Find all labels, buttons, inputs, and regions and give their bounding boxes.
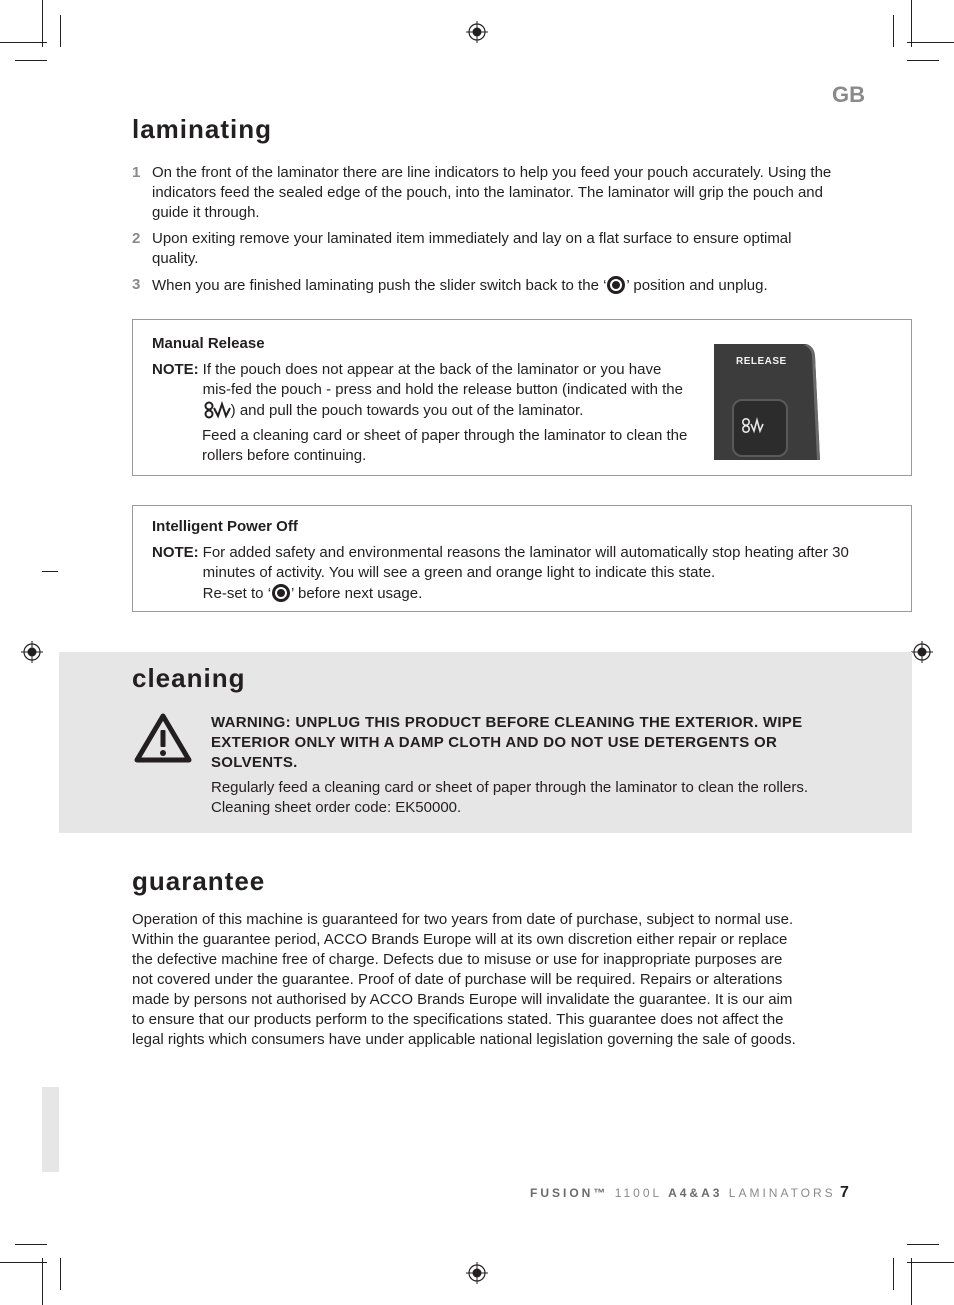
registration-mark-icon	[466, 21, 488, 43]
cleaning-warning: WARNING: UNPLUG THIS PRODUCT BEFORE CLEANING THE EXTERIOR. WIPE EXTERIOR ONLY WITH A DAMP CLOTH AND DO NOT USE DETERGENTS OR SOLVENTS.	[211, 714, 803, 771]
footer-title	[530, 1186, 836, 1200]
power-off-note	[152, 543, 852, 604]
feed-text: Feed a cleaning card or sheet of paper through the laminator to clean the rollers before continuing.	[202, 427, 688, 464]
laminating-heading: laminating	[132, 114, 273, 144]
note-text	[203, 543, 852, 604]
footer-brand: FUSION™	[530, 1186, 609, 1200]
guarantee-text: Operation of this machine is guaranteed for two years from date of purchase, subject to normal use. Within the guarantee period, ACCO Brands Europe will at its own discretion either repair or replace the defective machine free of charge. Defects due to misuse or use for inappropriate purposes are not covered under the guarantee. Proof of date of purchase will be required. Repairs or alterations made by persons not authorised by ACCO Brands Europe will invalidate the guarantee. It is our aim to ensure that our products perform to the specifications stated. This guarantee does not affect the legal rights which consumers have under applicable national legislation governing the sale of goods.	[132, 911, 796, 1048]
crop-mark	[15, 1244, 47, 1245]
side-tab	[42, 1087, 59, 1172]
step-number: 1	[132, 164, 141, 181]
step-item	[132, 275, 832, 296]
manual-release-title: Manual Release	[152, 335, 265, 352]
release-button-image	[714, 344, 821, 460]
crop-mark	[42, 0, 43, 47]
power-off-box	[132, 505, 912, 612]
manual-release-box	[132, 319, 912, 476]
cleaning-heading: cleaning	[132, 663, 246, 693]
step-text	[152, 275, 832, 296]
note-text-before: If the pouch does not appear at the back of the laminator or you have mis-fed the pouch - press and hold the release button (indicated with the	[202, 361, 683, 398]
crop-mark	[907, 42, 954, 43]
crop-mark	[60, 15, 61, 47]
crop-mark	[893, 15, 894, 47]
crop-mark	[893, 1258, 894, 1290]
step-text: Upon exiting remove your laminated item immediately and lay on a flat surface to ensure optimal quality.	[152, 230, 792, 267]
step-number: 2	[132, 230, 141, 247]
power-off-icon	[271, 583, 291, 603]
crop-mark	[907, 1262, 954, 1263]
step-number: 3	[132, 276, 141, 293]
note-label: NOTE:	[152, 361, 199, 378]
registration-mark-icon	[466, 1262, 488, 1284]
crop-mark	[907, 60, 939, 61]
crop-mark	[15, 60, 47, 61]
step-text-before: When you are finished laminating push the slider switch back to the ‘	[152, 277, 607, 294]
registration-mark-icon	[21, 641, 43, 663]
footer-sizes: A4&A3	[668, 1186, 723, 1200]
page-number: 7	[840, 1184, 849, 1201]
note-label: NOTE:	[152, 544, 199, 561]
crop-mark	[42, 571, 58, 572]
crop-mark	[911, 0, 912, 47]
power-off-icon	[606, 275, 626, 295]
note-text-after: ) and pull the pouch towards you out of the laminator.	[230, 402, 584, 419]
release-label: RELEASE	[736, 356, 787, 367]
reset-text-after: ’ before next usage.	[291, 585, 423, 602]
crop-mark	[0, 1262, 47, 1263]
registration-mark-icon	[911, 641, 933, 663]
crop-mark	[907, 1244, 939, 1245]
laminating-steps	[132, 163, 832, 302]
crop-mark	[60, 1258, 61, 1290]
step-item	[132, 163, 832, 223]
footer-product: LAMINATORS	[728, 1186, 836, 1200]
warning-icon	[134, 713, 192, 763]
crop-mark	[911, 1258, 912, 1305]
language-tag: GB	[832, 82, 865, 107]
step-text-after: ’ position and unplug.	[626, 277, 768, 294]
release-icon	[203, 400, 231, 420]
manual-release-note	[152, 360, 692, 421]
cleaning-text: Regularly feed a cleaning card or sheet of paper through the laminator to clean the rollers. Cleaning sheet order code: EK50000.	[211, 779, 809, 816]
footer-model: 1100L	[614, 1186, 662, 1200]
crop-mark	[0, 42, 47, 43]
power-off-title: Intelligent Power Off	[152, 518, 298, 535]
step-text: On the front of the laminator there are line indicators to help you feed your pouch accurately. Using the indicators feed the sealed edge of the pouch, into the laminator. The laminator will grip the pouch and guide it through.	[152, 164, 832, 221]
step-item	[132, 229, 832, 269]
note-text-main: For added safety and environmental reasons the laminator will automatically stop heating after 30 minutes of activity. You will see a green and orange light to indicate this state.	[202, 544, 849, 581]
reset-text-before: Re-set to ‘	[202, 585, 272, 602]
crop-mark	[42, 1258, 43, 1305]
guarantee-heading: guarantee	[132, 866, 266, 896]
note-text	[203, 360, 692, 421]
